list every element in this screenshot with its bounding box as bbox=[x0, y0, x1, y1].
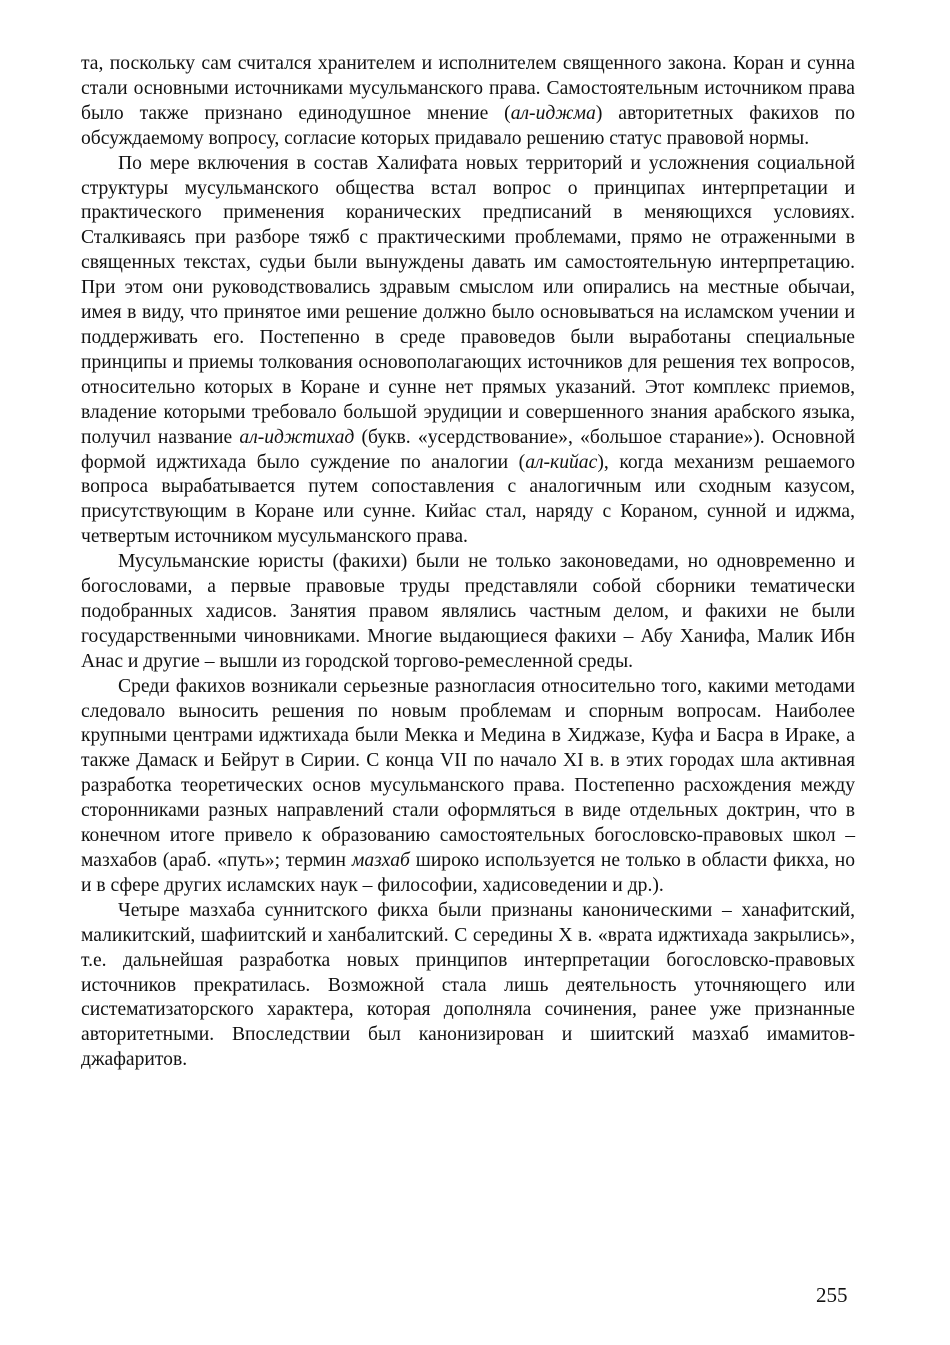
page-number: 255 bbox=[816, 1283, 848, 1307]
italic-term: ал-иджма bbox=[510, 102, 596, 124]
italic-term: ал-иджтихад bbox=[239, 426, 355, 448]
text-run: ) авторитетных факихов по обсуждаемому вопросу, согласие которых придавало решению статус правовой нормы. bbox=[81, 102, 855, 149]
paragraph bbox=[81, 52, 855, 152]
text-run: По мере включения в состав Халифата новых территорий и усложнения социальной структуры мусульманского общества встал вопрос о принципах интерпретации и практического применения коранических предписаний в меняющихся условиях. Сталкиваясь при разборе тяжб с практическими проблемами, прямо не отраженными в священных текстах, судьи были вынуждены давать им самостоятельную интерпретацию. При этом они руководствовались здравым смыслом или опирались на местные обычаи, имея в виду, что принятое ими решение должно было основываться на исламском учении и поддерживать его. Постепенно в среде правоведов были выработаны специальные принципы и приемы толкования основополагающих источников для решения тех вопросов, относительно которых в Коране и сунне нет прямых указаний. Этот комплекс приемов, владение которыми требовало большой эрудиции и совершенного знания арабского языка, получил название bbox=[81, 152, 855, 448]
paragraph bbox=[81, 550, 855, 675]
italic-term: мазхаб bbox=[351, 850, 410, 871]
text-run: Среди факихов возникали серьезные разногласия относительно того, какими методами следовало выносить решения по новым проблемам и спорным вопросам. Наиболее крупными центрами иджтихада были Мекка и Медина в Хиджазе, Куфа и Басра в Ираке, а также Дамаск и Бейрут в Сирии. С конца VII по начало XI в. в этих городах шла активная разработка теоретических основ мусульманского права. Постепенно расхождения между сторонниками разных направлений стали оформляться в виде отдельных доктрин, что в конечном итоге привело к образованию самостоятельных богословско-правовых школ – мазхабов (араб. «путь»; термин bbox=[81, 675, 855, 871]
paragraph bbox=[81, 152, 855, 551]
text-run: (букв. «усердствование», «большое старание»). Основной формой иджтихада было суждение по аналогии ( bbox=[81, 426, 856, 473]
paragraph bbox=[81, 899, 855, 1073]
text-run: Четыре мазхаба суннитского фикха были признаны каноническими – ханафитский, маликитский, шафиитский и ханбалитский. С середины X в. «врата иджтихада закрылись», т.е. дальнейшая разработка новых принципов интерпретации богословско-правовых источников прекратилась. Возможной стала лишь деятельность уточняющего или систематизаторского характера, которая дополняла сочинения, ранее уже признанные авторитетными. Впоследствии был канонизирован и шиитский мазхаб имамитов-джафаритов. bbox=[81, 899, 855, 1071]
italic-term: ал-кийас bbox=[525, 451, 598, 473]
body-text bbox=[81, 52, 855, 1073]
text-run: ), когда механизм решаемого вопроса вырабатывается путем сопоставления с аналогичным или сходным казусом, присутствующим в Коране или сунне. Кийас стал, наряду с Кораном, сунной и иджма, четвертым источником мусульманского права. bbox=[81, 451, 855, 548]
paragraph bbox=[81, 675, 855, 899]
text-run: широко используется не только в области фикха, но и в сфере других исламских наук – философии, хадисоведении и др.). bbox=[81, 850, 855, 896]
text-run: та, поскольку сам считался хранителем и исполнителем священного закона. Коран и сунна стали основными источниками мусульманского права. Самостоятельным источником права было также признано единодушное мнение ( bbox=[81, 53, 855, 124]
text-run: Мусульманские юристы (факихи) были не только законоведами, но одновременно и богословами, а первые правовые труды представляли собой сборники тематически подобранных хадисов. Занятия правом являлись частным делом, и факихи не были государственными чиновниками. Многие выдающиеся факихи – Абу Ханифа, Малик Ибн Анас и другие – вышли из городской торгово-ремесленной среды. bbox=[81, 551, 855, 672]
